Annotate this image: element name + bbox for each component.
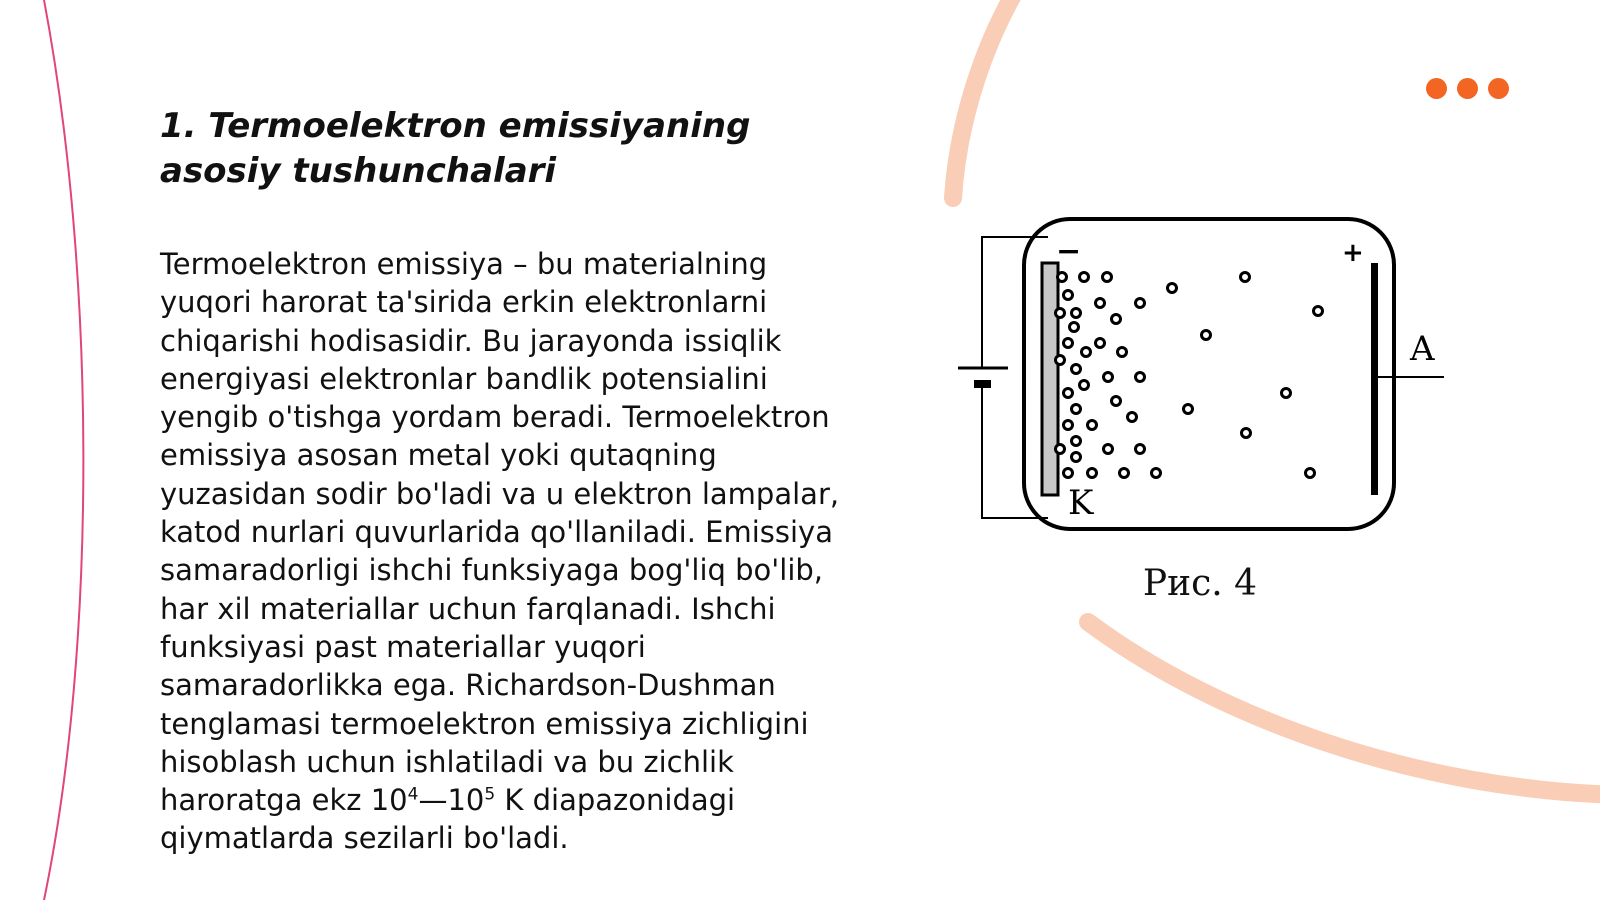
electron-dot (1056, 445, 1065, 454)
three-dots-icon[interactable] (1426, 78, 1516, 102)
electron-dot (1072, 309, 1081, 318)
circuit-wire (982, 381, 1048, 518)
exponent-base: 10 (447, 783, 485, 818)
electron-dot (1080, 381, 1089, 390)
vacuum-tube-diagram (950, 205, 1450, 535)
electron-dot (1136, 373, 1145, 382)
electron-dot (1120, 469, 1129, 478)
left-edge-curve (44, 0, 83, 900)
electron-dot (1072, 453, 1081, 462)
electron-dot (1096, 339, 1105, 348)
electron-dot (1202, 331, 1211, 340)
circuit-wire (982, 237, 1048, 368)
electron-dot (1064, 291, 1073, 300)
exponent-base: 10 (370, 783, 408, 818)
bottom-arc-decor (1088, 622, 1600, 795)
anode-label: A (1410, 329, 1435, 369)
minus-sign: − (1056, 234, 1082, 269)
electron-dot (1088, 469, 1097, 478)
electron-dot (1282, 389, 1291, 398)
exponent: 4 (407, 784, 419, 805)
electron-dot (1072, 405, 1081, 414)
electron-dot (1056, 356, 1065, 365)
slide-title: 1. Termoelektron emissiyaning asosiy tushunchalari (160, 106, 751, 191)
figure-caption: Рис. 4 (1142, 563, 1258, 604)
electron-dot (1064, 421, 1073, 430)
electron-dot (1112, 397, 1121, 406)
electron-cloud (1056, 273, 1323, 478)
cathode-plate (1042, 263, 1058, 495)
electron-dot (1072, 437, 1081, 446)
anode-plate (1371, 263, 1378, 495)
electron-dot (1242, 429, 1251, 438)
range-dash: — (418, 783, 448, 818)
cathode-label: K (1068, 483, 1094, 523)
electron-dot (1184, 405, 1193, 414)
electron-dot (1058, 273, 1067, 282)
plus-sign: + (1342, 238, 1364, 268)
battery-short-plate (974, 380, 991, 388)
electron-dot (1088, 421, 1097, 430)
electron-dot (1104, 445, 1113, 454)
electron-dot (1128, 413, 1137, 422)
electron-dot (1241, 273, 1250, 282)
dot-icon (1457, 78, 1478, 99)
electron-dot (1103, 273, 1112, 282)
electron-dot (1314, 307, 1323, 316)
dot-icon (1426, 78, 1447, 99)
electron-dot (1056, 309, 1065, 318)
electron-dot (1080, 273, 1089, 282)
slide-body-text (160, 245, 850, 858)
electron-dot (1112, 315, 1121, 324)
electron-dot (1072, 365, 1081, 374)
top-arc-decor (953, 0, 1022, 198)
electron-dot (1064, 339, 1073, 348)
electron-dot (1096, 299, 1105, 308)
electron-dot (1064, 469, 1073, 478)
electron-dot (1306, 469, 1315, 478)
dot-icon (1488, 78, 1509, 99)
electron-dot (1152, 469, 1161, 478)
electron-dot (1168, 284, 1177, 293)
electron-dot (1136, 445, 1145, 454)
body-text-tail: K diapazonidagi qiymatlarda sezilarli bo'ladi. (160, 783, 736, 856)
electron-dot (1082, 348, 1091, 357)
electron-dot (1070, 323, 1079, 332)
electron-dot (1118, 348, 1127, 357)
electron-dot (1136, 299, 1145, 308)
exponent: 5 (484, 784, 496, 805)
electron-dot (1064, 389, 1073, 398)
body-text-main: Termoelektron emissiya – bu materialning yuqori harorat ta'sirida erkin elektronlarni chiqarishi hodisasidir. Bu jarayonda issiqlik energiyasi elektronlar bandlik potensialini yengib o'tishga yordam beradi. Termoelektron emissiya asosan metal yoki qutaqning yuzasidan sodir bo'ladi va u elektron lampalar, katod nurlari quvurlarida qo'llaniladi. Emissiya samaradorligi ishchi funksiyaga bog'liq bo'lib, har xil materiallar uchun farqlanadi. Ishchi funksiyasi past materiallar yuqori samaradorlikka ega. Richardson-Dushman tenglamasi termoelektron emissiya zichligini hisoblash uchun ishlatiladi va bu zichlik haroratga ekz (160, 247, 840, 818)
electron-dot (1104, 373, 1113, 382)
